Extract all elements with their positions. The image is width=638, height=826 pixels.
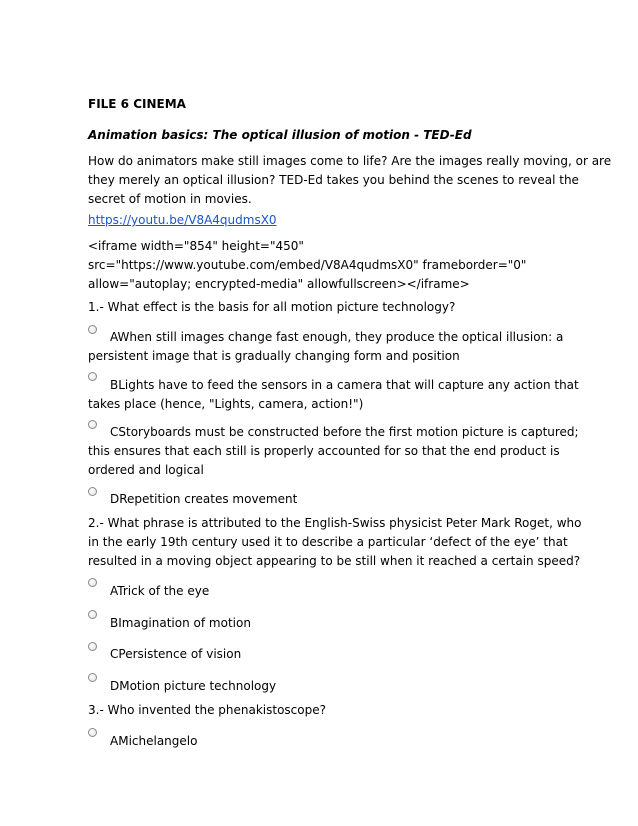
- question-2-line-2: in the early 19th century used it to describe a particular ‘defect of the eye’ that: [88, 535, 568, 549]
- radio-q2-d[interactable]: [88, 673, 97, 682]
- option-q1-b-cont: takes place (hence, "Lights, camera, action!"): [88, 397, 364, 411]
- option-q1-a: AWhen still images change fast enough, they produce the optical illusion: a: [110, 330, 564, 344]
- option-q2-a: ATrick of the eye: [110, 584, 210, 598]
- question-1: 1.- What effect is the basis for all motion picture technology?: [88, 300, 456, 314]
- file-title: FILE 6 CINEMA: [88, 97, 186, 111]
- radio-q1-b[interactable]: [88, 372, 97, 381]
- radio-q2-c[interactable]: [88, 642, 97, 651]
- question-2-line-1: 2.- What phrase is attributed to the English-Swiss physicist Peter Mark Roget, who: [88, 516, 582, 530]
- radio-q3-a[interactable]: [88, 728, 97, 737]
- radio-q1-c[interactable]: [88, 420, 97, 429]
- option-q1-b: BLights have to feed the sensors in a camera that will capture any action that: [110, 378, 579, 392]
- option-q3-a: AMichelangelo: [110, 734, 198, 748]
- video-link[interactable]: https://youtu.be/V8A4qudmsX0: [88, 213, 277, 227]
- iframe-line-3: allow="autoplay; encrypted-media" allowfullscreen></iframe>: [88, 277, 470, 291]
- radio-q2-b[interactable]: [88, 610, 97, 619]
- question-3: 3.- Who invented the phenakistoscope?: [88, 703, 326, 717]
- iframe-line-1: <iframe width="854" height="450": [88, 239, 304, 253]
- intro-line-2: they merely an optical illusion? TED-Ed takes you behind the scenes to reveal the: [88, 173, 579, 187]
- radio-q1-a[interactable]: [88, 325, 97, 334]
- question-2-line-3: resulted in a moving object appearing to be still when it reached a certain speed?: [88, 554, 581, 568]
- option-q1-c: CStoryboards must be constructed before the first motion picture is captured;: [110, 425, 579, 439]
- option-q2-b: BImagination of motion: [110, 616, 251, 630]
- radio-q2-a[interactable]: [88, 578, 97, 587]
- option-q1-d: DRepetition creates movement: [110, 492, 298, 506]
- option-q2-d: DMotion picture technology: [110, 679, 277, 693]
- option-q1-c-cont1: this ensures that each still is properly accounted for so that the end product is: [88, 444, 560, 458]
- iframe-line-2: src="https://www.youtube.com/embed/V8A4qudmsX0" frameborder="0": [88, 258, 527, 272]
- radio-q1-d[interactable]: [88, 487, 97, 496]
- intro-line-3: secret of motion in movies.: [88, 192, 252, 206]
- option-q1-a-cont: persistent image that is gradually changing form and position: [88, 349, 460, 363]
- video-title: Animation basics: The optical illusion of motion - TED-Ed: [88, 128, 472, 142]
- intro-line-1: How do animators make still images come to life? Are the images really moving, or are: [88, 154, 612, 168]
- option-q2-c: CPersistence of vision: [110, 647, 242, 661]
- option-q1-c-cont2: ordered and logical: [88, 463, 204, 477]
